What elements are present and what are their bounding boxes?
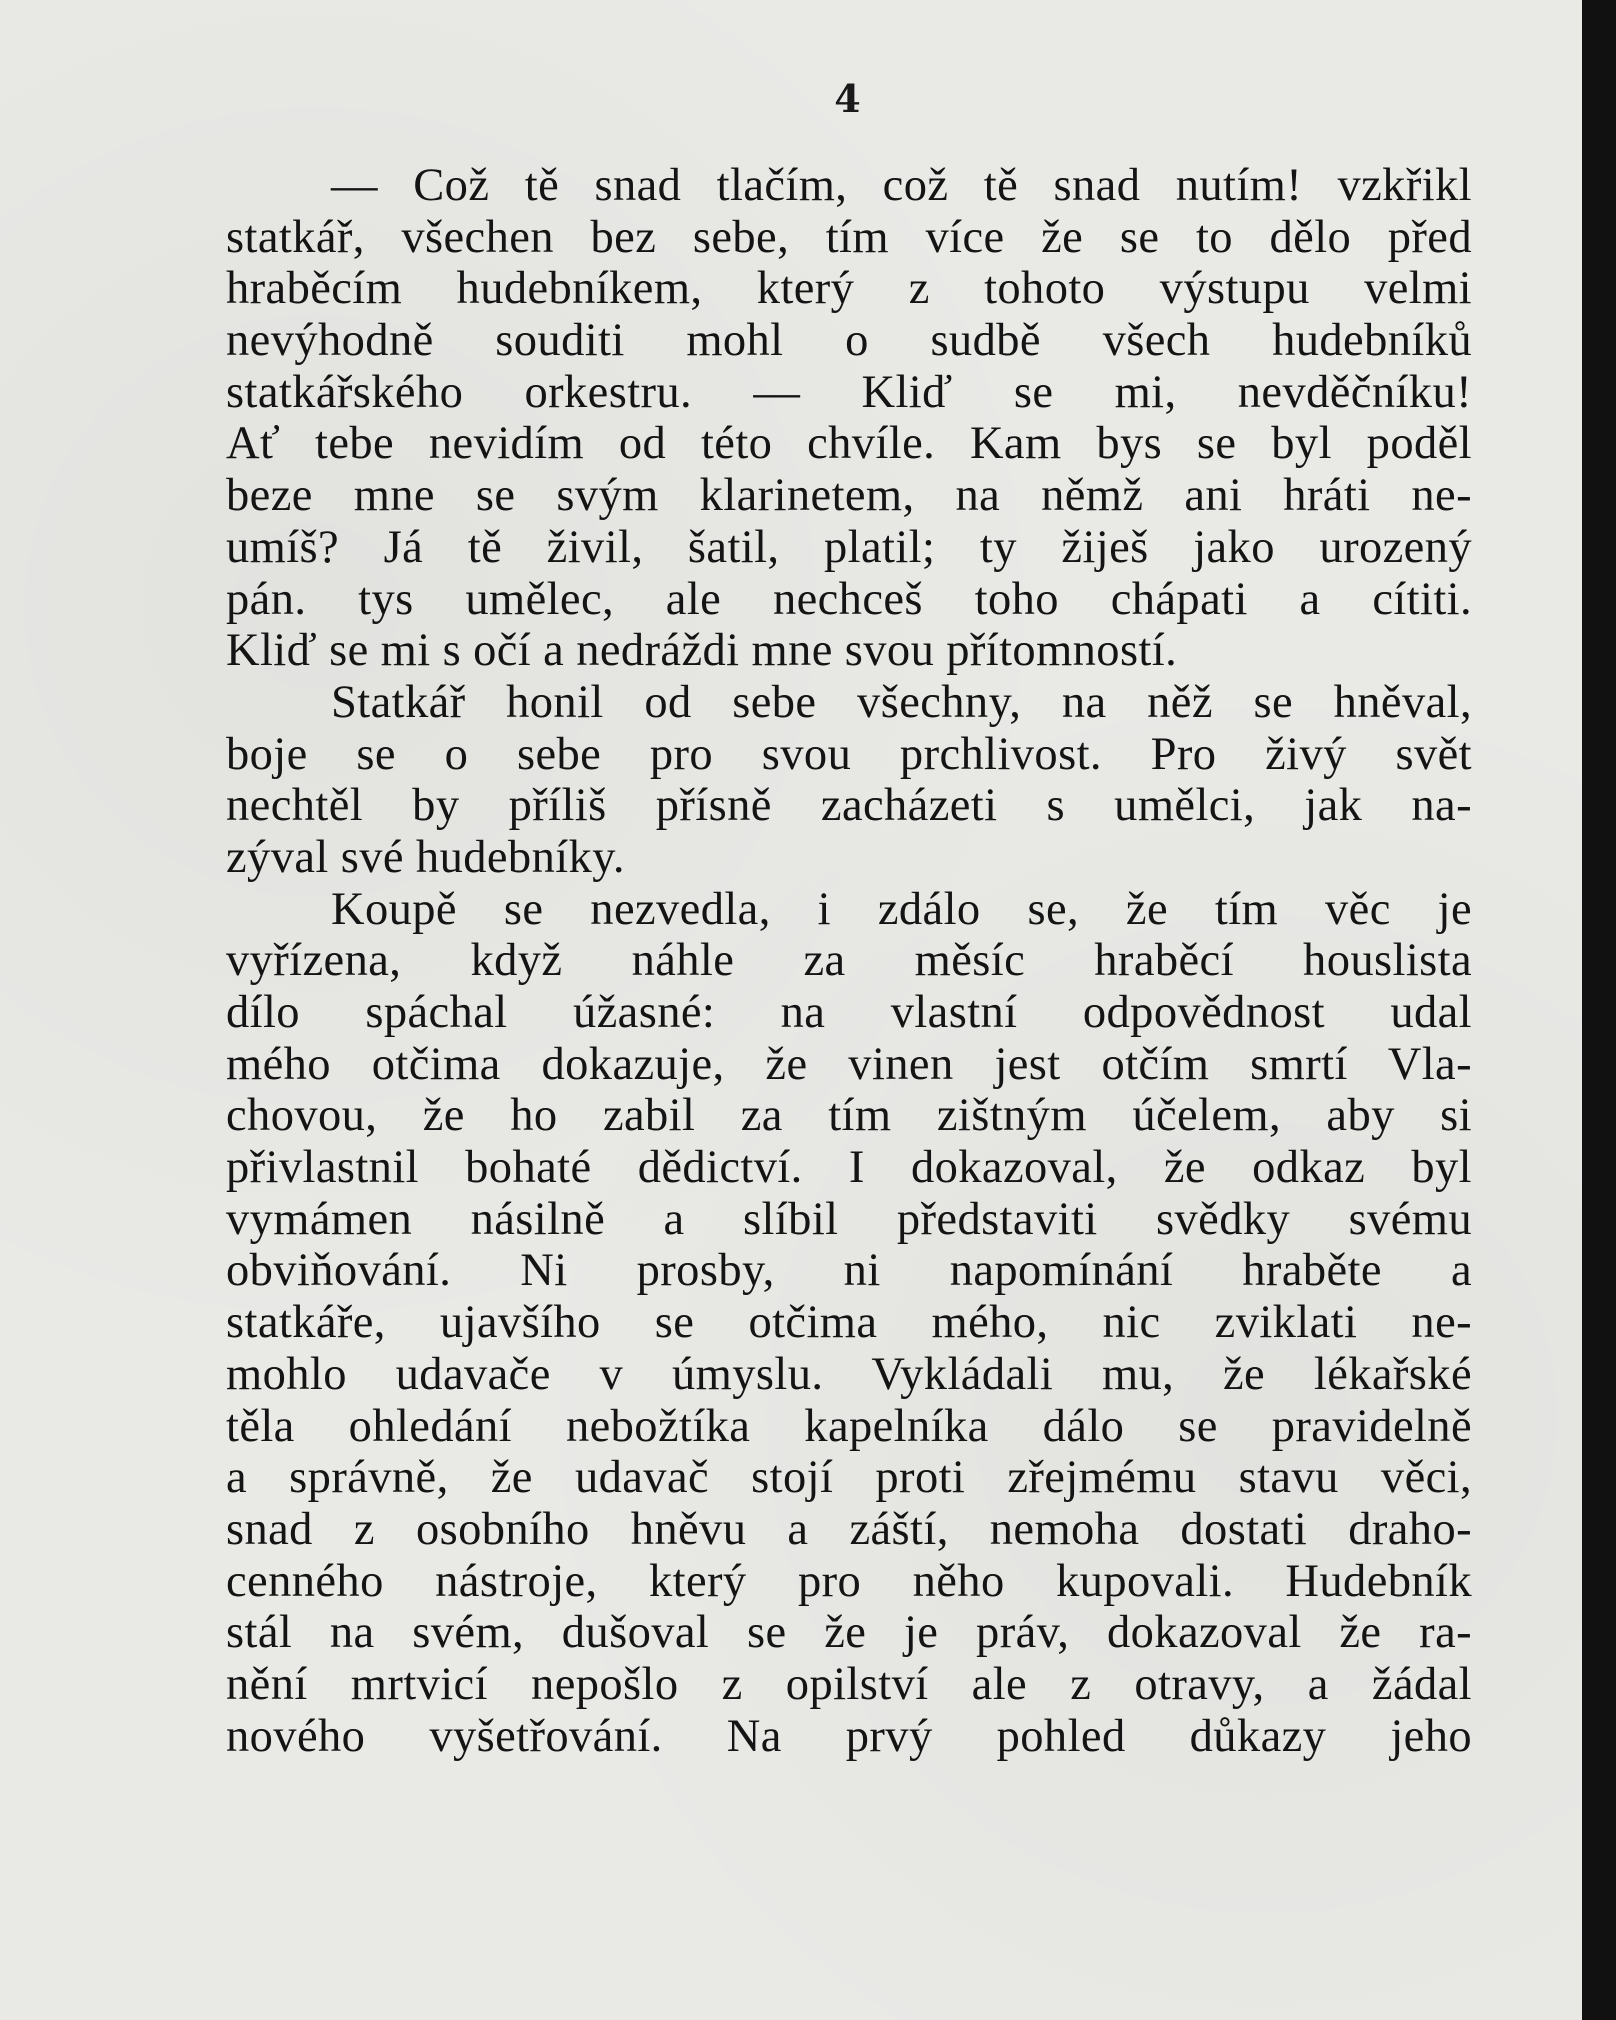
text-line: zýval své hudebníky. [226,831,625,883]
text-line: a správně, že udavač stojí proti zřejmému stavu věci, [226,1452,1472,1504]
text-line: Statkář honil od sebe všechny, na něž se hněval, [331,676,1472,728]
text-line: stál na svém, dušoval se že je práv, dokazoval že ra- [226,1607,1472,1659]
text-line: boje se o sebe pro svou prchlivost. Pro živý svět [226,728,1472,780]
text-line: nechtěl by příliš přísně zacházeti s umělci, jak na- [226,780,1472,832]
text-line: chovou, že ho zabil za tím zištným účelem, aby si [226,1090,1472,1142]
text-line: — Což tě snad tlačím, což tě snad nutím! vzkřikl [331,160,1472,211]
text-line: hraběcím hudebníkem, který z tohoto výstupu velmi [226,263,1472,315]
text-line: mého otčima dokazuje, že vinen jest otčím smrtí Vla- [226,1038,1472,1090]
text-line: statkářského orkestru. — Kliď se mi, nevděčníku! [226,366,1472,418]
text-line: přivlastnil bohaté dědictví. I dokazoval, že odkaz byl [226,1142,1472,1194]
text-line: dílo spáchal úžasné: na vlastní odpovědnost udal [226,987,1472,1038]
page-number: 4 [834,76,861,121]
text-line: nevýhodně souditi mohl o sudbě všech hudebníků [226,315,1472,367]
paragraph-3 [226,884,1472,1763]
paragraph-2 [226,677,1472,884]
paragraph-1 [226,160,1472,677]
text-line: beze mne se svým klarinetem, na němž ani hráti ne- [226,470,1472,522]
page-edge-shadow [1582,0,1616,2020]
text-line: cenného nástroje, který pro něho kupovali. Hudebník [226,1555,1472,1607]
text-line: vymámen násilně a slíbil představiti svědky svému [226,1193,1472,1245]
text-line: vyřízena, když náhle za měsíc hraběcí houslista [226,935,1472,987]
text-line: nového vyšetřování. Na prvý pohled důkazy jeho [226,1710,1472,1762]
text-line: Koupě se nezvedla, i zdálo se, že tím věc je [331,883,1472,935]
text-line: obviňování. Ni prosby, ni napomínání hraběte a [226,1245,1472,1297]
text-line: nění mrtvicí nepošlo z opilství ale z otravy, a žádal [226,1658,1472,1710]
body-text [226,160,1472,1762]
text-line: statkáře, ujavšího se otčima mého, nic zviklati ne- [226,1297,1472,1349]
text-line: těla ohledání nebožtíka kapelníka dálo se pravidelně [226,1400,1472,1452]
text-line: Kliď se mi s očí a nedráždi mne svou přítomností. [226,625,1178,677]
text-line: pán. tys umělec, ale nechceš toho chápati a cítiti. [226,573,1472,625]
text-line: Ať tebe nevidím od této chvíle. Kam bys se byl poděl [226,418,1472,470]
text-line: snad z osobního hněvu a záští, nemoha dostati draho- [226,1503,1472,1555]
text-line: mohlo udavače v úmyslu. Vykládali mu, že lékařské [226,1348,1472,1400]
text-line: statkář, všechen bez sebe, tím více že se to dělo před [226,211,1472,263]
text-line: umíš? Já tě živil, šatil, platil; ty žiješ jako urozený [226,521,1472,573]
